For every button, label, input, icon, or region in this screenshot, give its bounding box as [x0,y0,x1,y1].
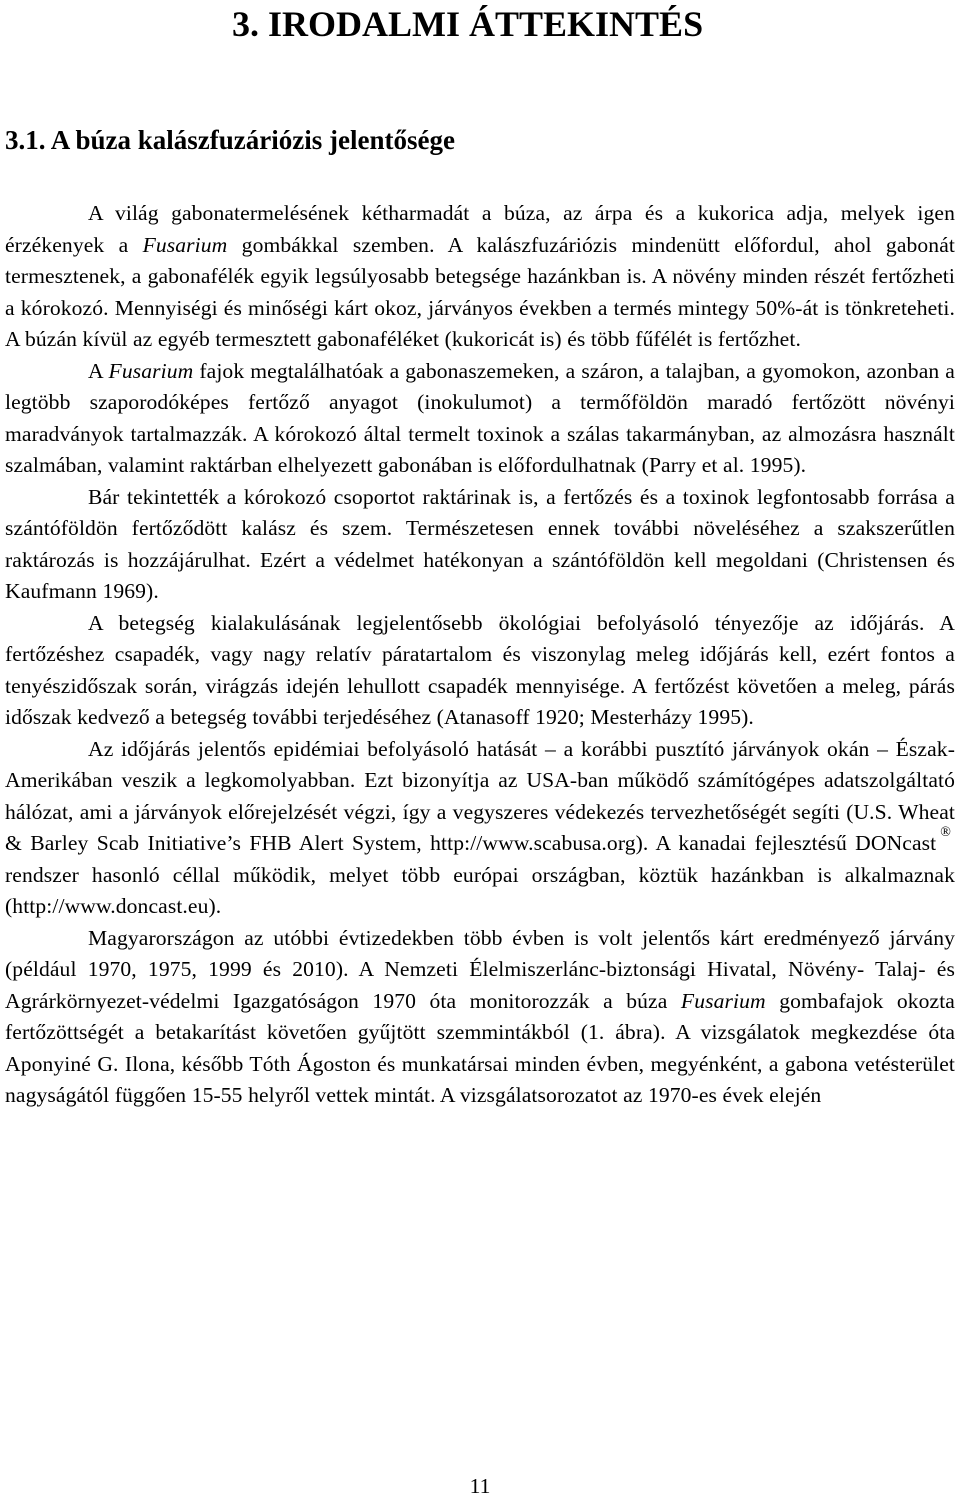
paragraph-text: Bár tekintették a kórokozó csoportot raktárinak is, a fertőzés és a toxinok legfontosabb forrása a szántóföldön fertőződött kalász és szem. Természetesen ennek további növeléséhez a szakszerűtlen raktározás is hozzájárulhat. Ezért a védelmet hatékonyan a szántóföldön kell megoldani (Christensen és Kaufmann 1969). [5,484,955,603]
paragraph [5,608,955,734]
section-title: 3.1. A búza kalászfuzáriózis jelentősége [5,125,455,155]
paragraph-text: Magyarországon az utóbbi évtizedekben több évben is volt jelentős kárt eredményező járvány (például 1970, 1975, 1999 és 2010). A Nemzeti Élelmiszerlánc-biztonsági Hivatal, Növény- Talaj- és Agrárkörnyezet-védelmi Igazgatóságon 1970 óta monitorozzák a búza [5,925,955,1013]
paragraph-text: A világ gabonatermelésének kétharmadát a búza, az árpa és a kukorica adja, melyek igen érzékenyek a [5,201,955,257]
paragraph-text: A [88,358,109,383]
chapter-title: 3. IRODALMI ÁTTEKINTÉS [232,4,704,44]
paragraph [5,734,955,923]
paragraph [5,482,955,608]
paragraph-text: rendszer hasonló céllal működik, melyet több európai országban, köztük hazánkban is alkalmaznak (http://www.doncast.eu). [5,862,955,918]
paragraph-text: gombafajok okozta fertőzöttségét a betakarítást követően gyűjtött szemmintákból (1. ábra). A vizsgálatok megkezdése óta Aponyiné G. Ilona, később Tóth Ágoston és munkatársai minden évben, megyénként, a gabona vetésterület nagyságától függően 15-55 helyről vettek mintát. A vizsgálatsorozatot az 1970-es évek elején [5,988,955,1107]
italic-term: Fusarium [142,232,228,257]
paragraph [5,356,955,482]
page-number: 11 [469,1474,491,1498]
paragraph-text: A betegség kialakulásának legjelentősebb ökológiai befolyásoló tényezője az időjárás. A fertőzéshez csapadék, vagy nagy relatív páratartalom és viszonylag meleg időjárás kell, ezért fontos a tenyészidőszak során, virágzás idején lehullott csapadék mennyisége. A fertőzést követően a meleg, párás időszak kedvező a betegség további terjedéséhez (Atanasoff 1920; Mesterházy 1995). [5,610,955,729]
italic-term: Fusarium [108,358,194,383]
italic-term: Fusarium [680,988,766,1013]
registered-mark: ® [940,825,951,840]
body-text [5,198,955,1112]
paragraph-text: Az időjárás jelentős epidémiai befolyásoló hatását – a korábbi pusztító járványok okán – Észak-Amerikában veszik a legkomolyabban. Ezt bizonyítja az USA-ban működő számítógépes adatszolgáltató hálózat, ami a járványok előrejelzését végzi, így a vegyszeres védekezés tervezhetőségét segíti (U.S. Wheat & Barley Scab Initiative’s FHB Alert System, http://www.scabusa.org). A kanadai fejlesztésű DONcast [5,736,955,855]
paragraph-text: fajok megtalálhatóak a gabonaszemeken, a száron, a talajban, a gyomokon, azonban a legtöbb szaporodóképes fertőző anyagot (inokulumot) a termőföldön maradó fertőzött növényi maradványok tartalmazzák. A kórokozó által termelt toxinok a szálas takarmányban, az almozásra használt szalmában, valamint raktárban elhelyezett gabonában is előfordulhatnak (Parry et al. 1995). [5,358,955,477]
paragraph-text: gombákkal szemben. A kalászfuzáriózis mindenütt előfordul, ahol gabonát termesztenek, a gabonafélék egyik legsúlyosabb betegsége hazánkban is. A növény minden részét fertőzheti a kórokozó. Mennyiségi és minőségi kárt okoz, járványos években a termés mintegy 50%-át is tönkreteheti. A búzán kívül az egyéb termesztett gabonaféléket (kukoricát is) és több fűfélét is fertőzhet. [5,232,955,351]
paragraph [5,198,955,356]
paragraph [5,923,955,1112]
